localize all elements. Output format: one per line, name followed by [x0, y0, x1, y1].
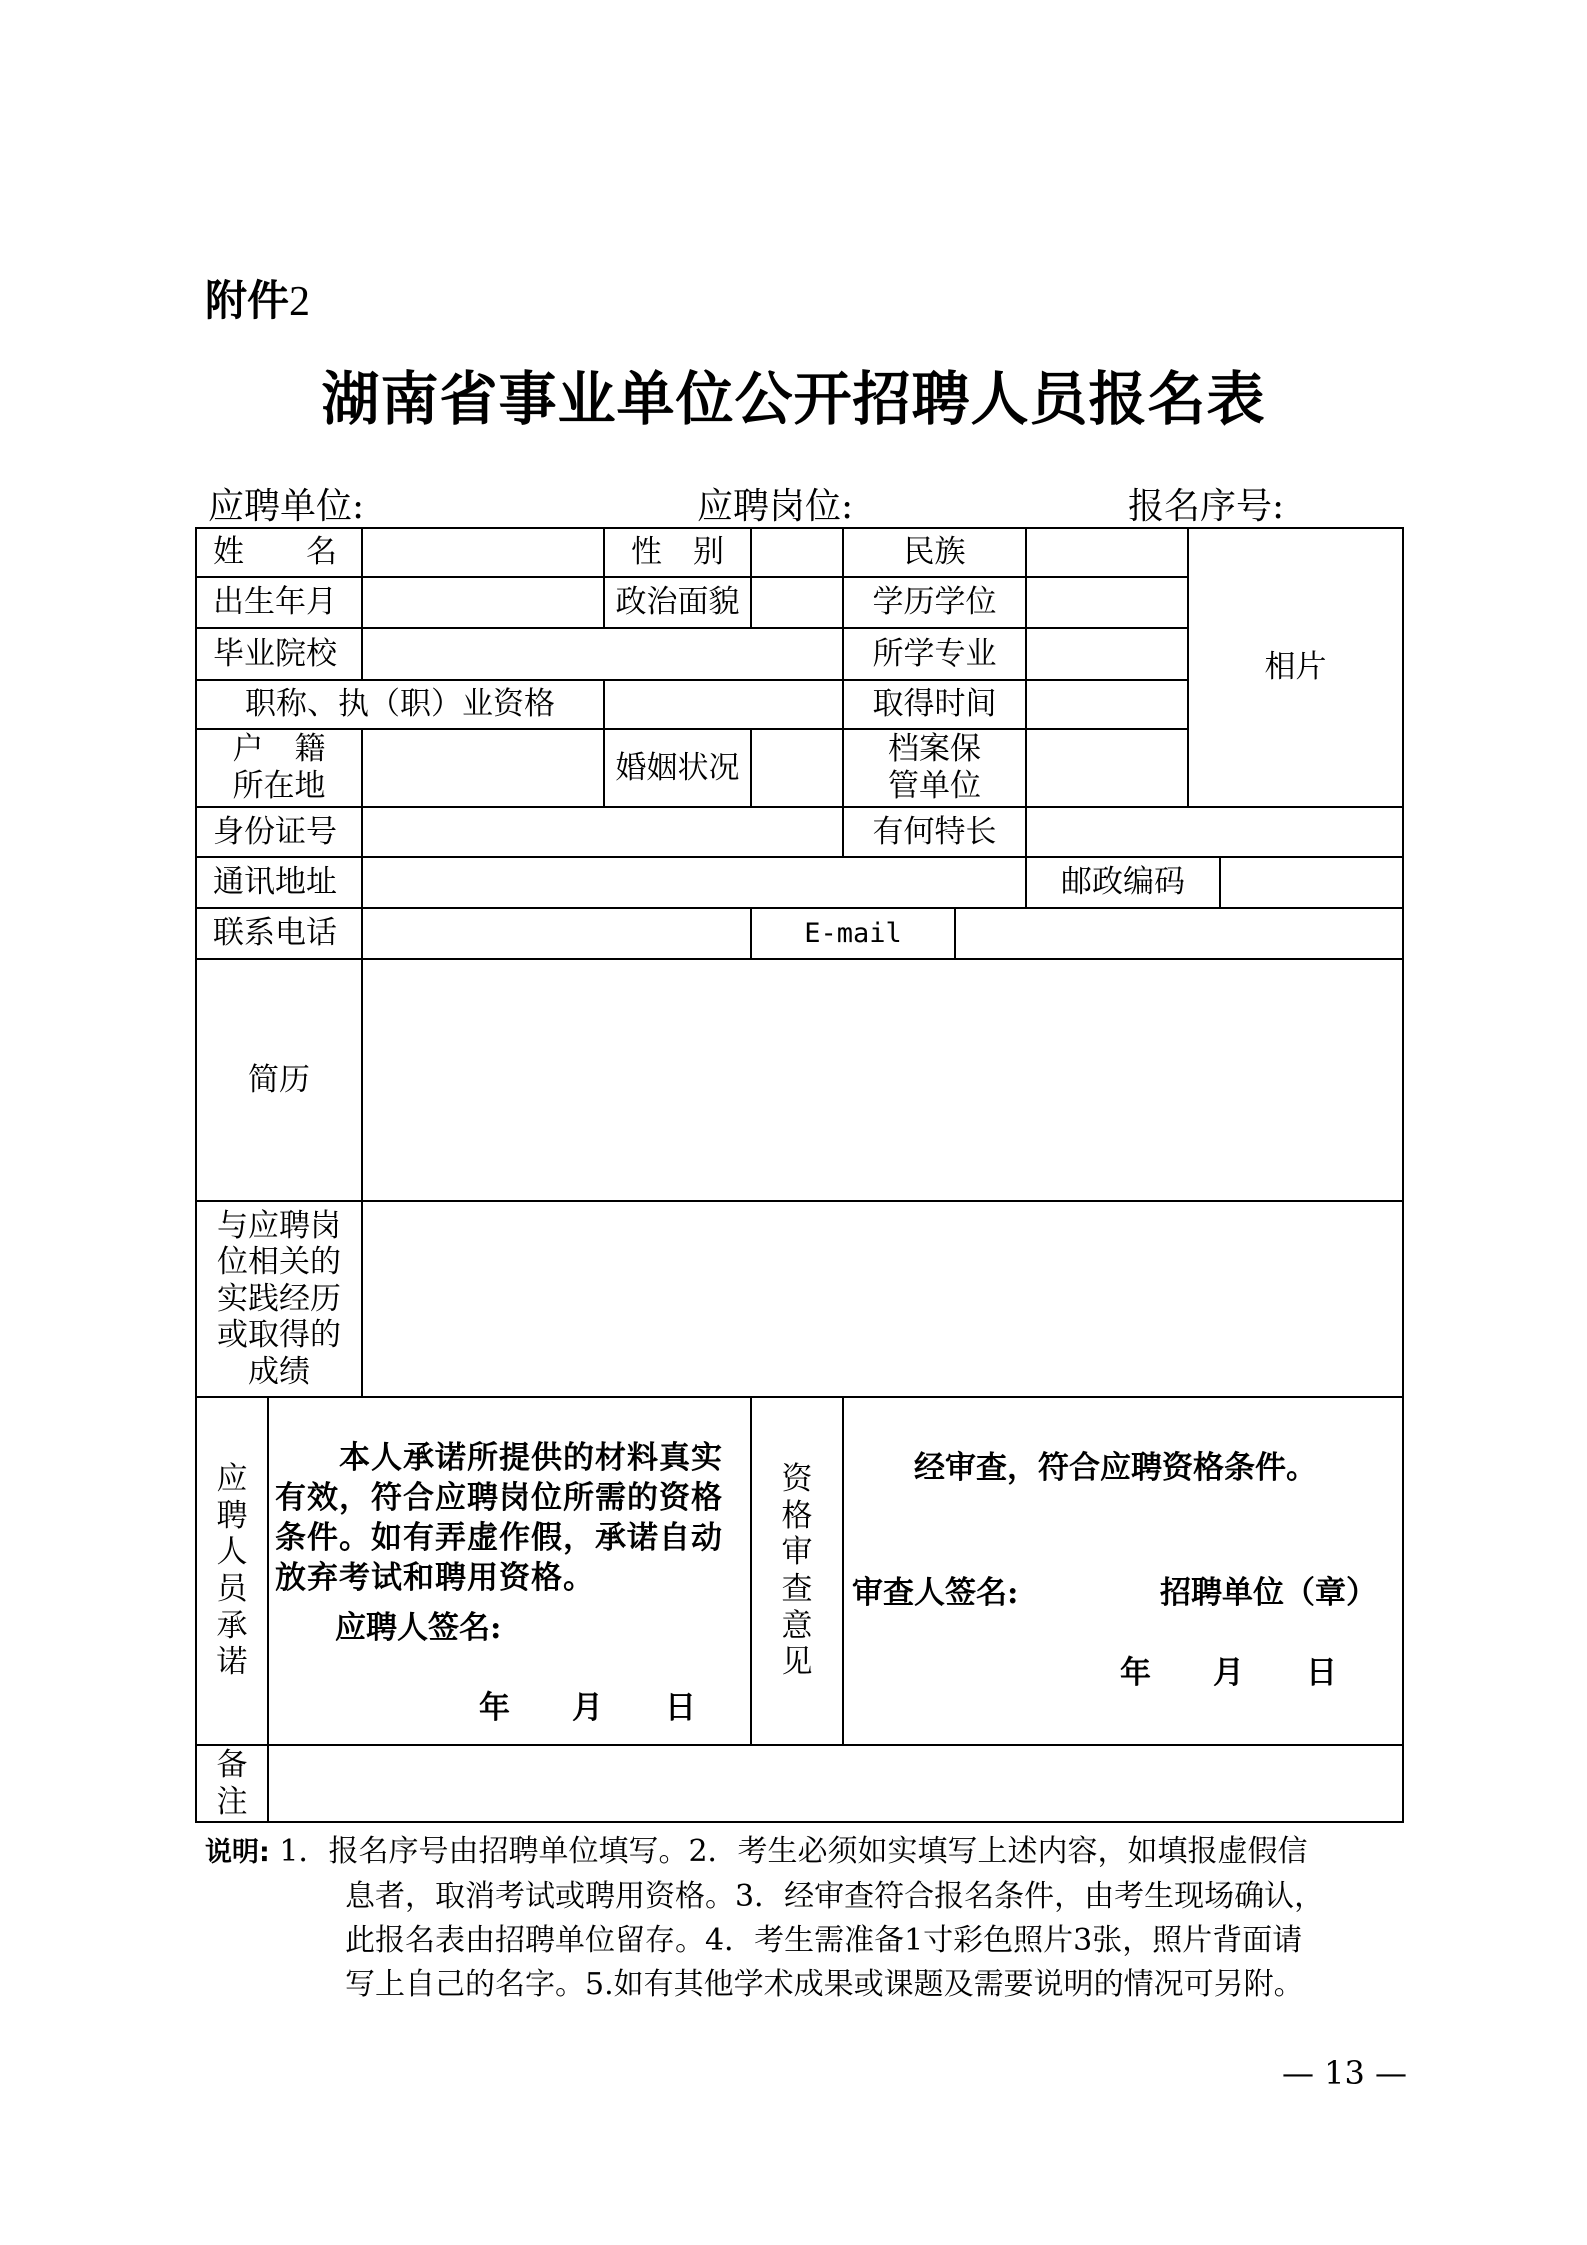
related-experience-field[interactable]	[362, 1201, 1403, 1397]
attachment-label	[205, 268, 310, 328]
related-experience-label: 与应聘岗 位相关的 实践经历 或取得的 成绩	[196, 1201, 362, 1397]
address-label: 通讯地址	[196, 857, 362, 908]
specialty-field[interactable]	[1026, 807, 1403, 857]
pledge-date: 年 月 日	[479, 1690, 696, 1726]
postcode-label: 邮政编码	[1026, 857, 1220, 908]
review-label: 资 格 审 查 意 见	[751, 1397, 843, 1745]
major-field[interactable]	[1026, 628, 1188, 680]
recruiter-seal-label: 招聘单位（章）	[1160, 1575, 1377, 1611]
degree-label: 学历学位	[843, 577, 1026, 628]
attachment-number: 2	[289, 279, 311, 325]
notes-line-3: 此报名表由招聘单位留存。4．考生需准备1寸彩色照片3张，照片背面请	[345, 1923, 1303, 1958]
remarks-label: 备 注	[196, 1745, 268, 1822]
marital-label: 婚姻状况	[604, 729, 751, 807]
applied-position-label: 应聘岗位:	[697, 486, 854, 527]
notes-line-1: 1．报名序号由招聘单位填写。2．考生必须如实填写上述内容，如填报虚假信	[279, 1834, 1308, 1869]
name-field[interactable]	[362, 528, 604, 577]
notes-label: 说明:	[205, 1837, 270, 1868]
resume-field[interactable]	[362, 959, 1403, 1201]
notes-section	[205, 1830, 1405, 2007]
archive-label: 档案保 管单位	[843, 729, 1026, 807]
school-field[interactable]	[362, 628, 843, 680]
title-qualification-label: 职称、执（职）业资格	[196, 680, 604, 729]
applied-unit-label: 应聘单位:	[208, 486, 365, 527]
major-label: 所学专业	[843, 628, 1026, 680]
email-label: E-mail	[751, 908, 955, 959]
remarks-field[interactable]	[268, 1745, 1403, 1822]
ethnicity-label: 民族	[843, 528, 1026, 577]
political-label: 政治面貌	[604, 577, 751, 628]
review-date: 年 月 日	[1120, 1655, 1337, 1691]
applicant-signature-label: 应聘人签名:	[335, 1610, 502, 1646]
reviewer-signature-label: 审查人签名:	[852, 1575, 1019, 1611]
household-field[interactable]	[362, 729, 604, 807]
notes-line-2: 息者，取消考试或聘用资格。3．经审查符合报名条件，由考生现场确认，	[345, 1879, 1325, 1914]
obtain-time-label: 取得时间	[843, 680, 1026, 729]
id-number-label: 身份证号	[196, 807, 362, 857]
serial-number-label: 报名序号:	[1128, 486, 1285, 527]
photo-box[interactable]: 相片	[1188, 528, 1403, 807]
birth-field[interactable]	[362, 577, 604, 628]
obtain-time-field[interactable]	[1026, 680, 1188, 729]
household-label: 户 籍 所在地	[196, 729, 362, 807]
resume-label: 简历	[196, 959, 362, 1201]
email-field[interactable]	[955, 908, 1403, 959]
degree-field[interactable]	[1026, 577, 1188, 628]
postcode-field[interactable]	[1220, 857, 1403, 908]
review-text: 经审查，符合应聘资格条件。	[914, 1450, 1317, 1486]
pledge-cell	[268, 1397, 751, 1745]
pledge-label: 应 聘 人 员 承 诺	[196, 1397, 268, 1745]
id-number-field[interactable]	[362, 807, 843, 857]
school-label: 毕业院校	[196, 628, 362, 680]
ethnicity-field[interactable]	[1026, 528, 1188, 577]
name-label: 姓 名	[196, 528, 362, 577]
political-field[interactable]	[751, 577, 843, 628]
address-field[interactable]	[362, 857, 1026, 908]
notes-line-4: 写上自己的名字。5.如有其他学术成果或课题及需要说明的情况可另附。	[345, 1967, 1304, 2002]
gender-label: 性 别	[604, 528, 751, 577]
phone-label: 联系电话	[196, 908, 362, 959]
specialty-label: 有何特长	[843, 807, 1026, 857]
archive-field[interactable]	[1026, 729, 1188, 807]
page-number: — 13 —	[1281, 2054, 1407, 2092]
page-title: 湖南省事业单位公开招聘人员报名表	[321, 365, 1266, 433]
gender-field[interactable]	[751, 528, 843, 577]
pledge-text: 本人承诺所提供的材料真实有效，符合应聘岗位所需的资格条件。如有弄虚作假，承诺自动放弃考试和聘用资格。	[275, 1440, 723, 1596]
phone-field[interactable]	[362, 908, 751, 959]
registration-form-table	[195, 527, 1404, 1823]
marital-field[interactable]	[751, 729, 843, 807]
title-qualification-field[interactable]	[604, 680, 843, 729]
review-cell	[843, 1397, 1403, 1745]
attachment-text: 附件	[205, 276, 290, 325]
birth-label: 出生年月	[196, 577, 362, 628]
